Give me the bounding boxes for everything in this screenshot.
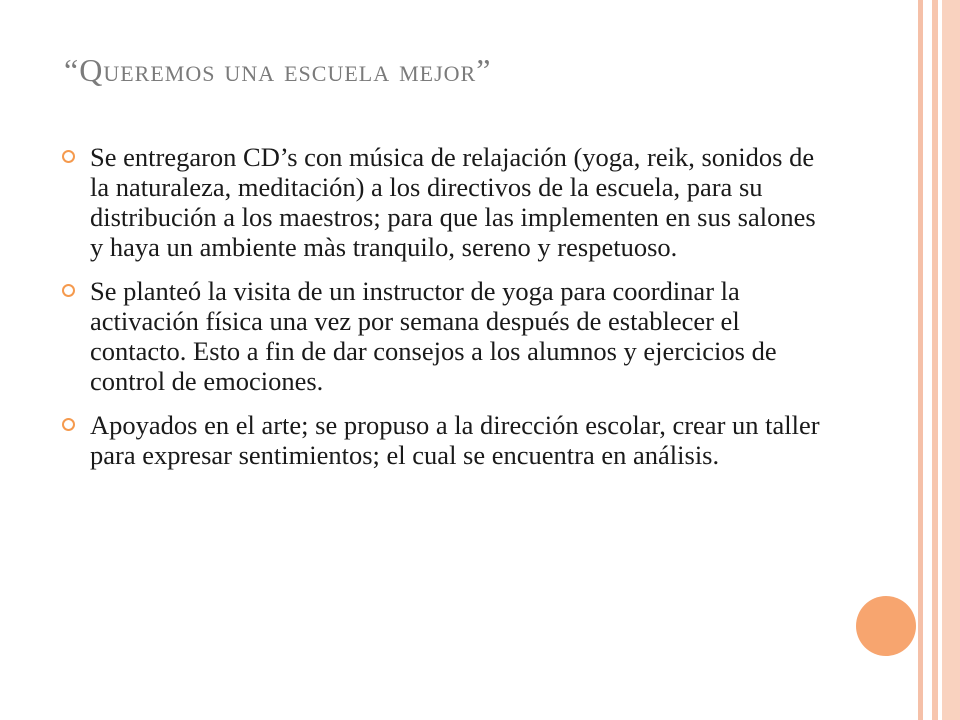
- decorative-circle: [856, 596, 916, 656]
- bullet-circle-icon: [62, 284, 75, 297]
- decorative-stripe-gap: [923, 0, 932, 720]
- bullet-text: Apoyados en el arte; se propuso a la dirección escolar, crear un taller para expresar sentimientos; el cual se encuentra en análisis.: [90, 410, 820, 470]
- bullet-circle-icon: [62, 150, 75, 163]
- bullet-text: Se entregaron CD’s con música de relajación (yoga, reik, sonidos de la naturaleza, meditación) a los directivos de la escuela, para su distribución a los maestros; para que las implementen en sus salones y haya un ambiente màs tranquilo, sereno y respetuoso.: [90, 142, 816, 262]
- bullet-item: [60, 410, 820, 470]
- decorative-stripe: [942, 0, 960, 720]
- bullet-item: [60, 142, 820, 262]
- bullet-list: [60, 142, 820, 484]
- bullet-item: [60, 276, 820, 396]
- slide-title: “Queremos una escuela mejor”: [64, 52, 492, 88]
- bullet-circle-icon: [62, 418, 75, 431]
- bullet-text: Se planteó la visita de un instructor de yoga para coordinar la activación física una vez por semana después de establecer el contacto. Esto a fin de dar consejos a los alumnos y ejercicios de control de emociones.: [90, 276, 777, 396]
